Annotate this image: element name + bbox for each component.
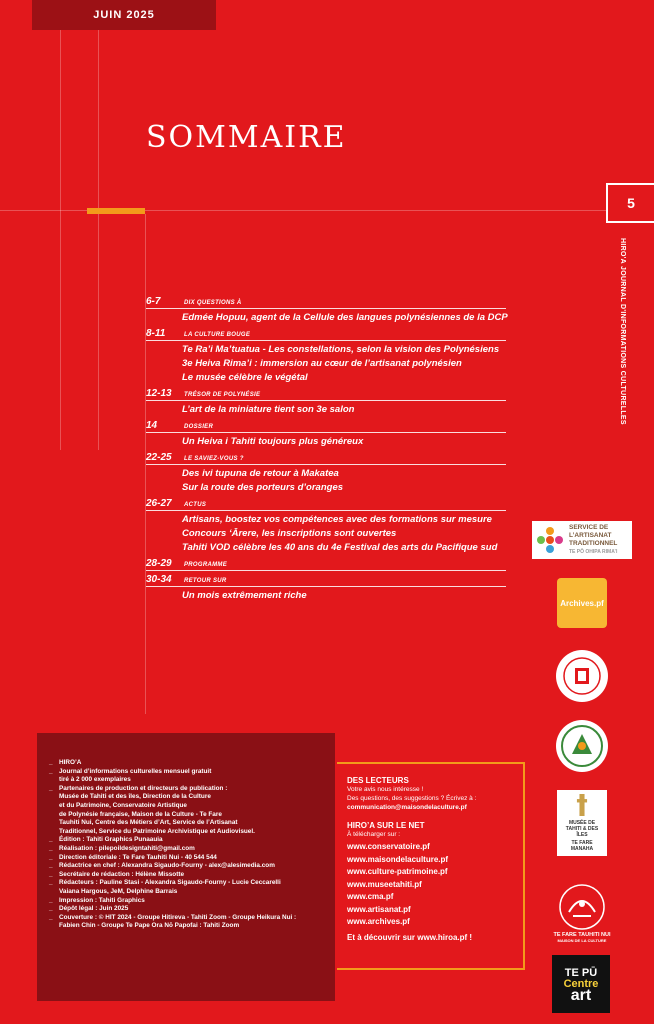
tfth-emblem-icon bbox=[557, 882, 607, 932]
credit-text: Rédactrice en chef : Alexandra Sigaudo-Fourny - alex@alesimedia.com bbox=[59, 862, 275, 870]
toc-section-header bbox=[146, 574, 526, 585]
toc-category: DOSSIER bbox=[184, 424, 214, 430]
credit-item bbox=[49, 879, 323, 896]
credit-bullet: _ bbox=[49, 862, 53, 870]
page-number-text: 5 bbox=[627, 195, 635, 211]
accent-bar bbox=[87, 208, 145, 214]
toc-category: LA CULTURE BOUGE bbox=[184, 332, 251, 338]
issue-date: JUIN 2025 bbox=[93, 9, 155, 21]
toc-page-range: 28-29 bbox=[146, 558, 172, 569]
download-link[interactable]: www.culture-patrimoine.pf bbox=[347, 867, 448, 876]
toc-article-link[interactable]: Edmée Hopuu, agent de la Cellule des langues polynésiennes de la DCP bbox=[182, 312, 508, 323]
toc-category: LE SAVIEZ-VOUS ? bbox=[184, 456, 244, 462]
flower-icon bbox=[535, 525, 565, 555]
logo-cma-top: TE PŪ bbox=[564, 966, 598, 979]
toc-section-header bbox=[146, 388, 526, 399]
net-subtitle: À télécharger sur : bbox=[347, 831, 401, 838]
issue-date-tab bbox=[32, 0, 216, 30]
toc-section-header bbox=[146, 420, 526, 431]
credit-bullet: _ bbox=[49, 913, 53, 921]
credit-item bbox=[49, 871, 323, 880]
credit-item bbox=[49, 836, 323, 845]
toc-section-header bbox=[146, 498, 526, 509]
download-link[interactable]: www.conservatoire.pf bbox=[347, 842, 430, 851]
cma-logo[interactable] bbox=[552, 955, 610, 1013]
toc-article-link[interactable]: Le musée célèbre le végétal bbox=[182, 372, 308, 383]
credit-text: Direction éditoriale : Te Fare Tauhiti Nui - 40 544 544 bbox=[59, 853, 217, 861]
credit-bullet: _ bbox=[49, 905, 53, 913]
readers-text: Des questions, des suggestions ? Écrivez à : bbox=[347, 795, 477, 802]
logo-tfth-name: TE FARE TAUHITI NUI bbox=[553, 931, 611, 938]
toc-article-link[interactable]: 3e Heiva Rima’i : immersion au cœur de l’artisanat polynésien bbox=[182, 358, 462, 369]
toc-section bbox=[146, 388, 526, 417]
toc-page-range: 22-25 bbox=[146, 452, 172, 463]
credit-item bbox=[49, 785, 323, 837]
toc-section-header bbox=[146, 296, 526, 307]
toc-section bbox=[146, 420, 526, 449]
archives-logo[interactable] bbox=[557, 578, 607, 628]
toc-rule bbox=[146, 510, 506, 511]
credit-text: Couverture : © HIT 2024 - Groupe Hitireva - Tahiti Zoom - Groupe Heikura Nui : Fabien Chin - Groupe Te Pape Ora Nō Papofai : Tahiti Zoom bbox=[59, 913, 297, 930]
download-link[interactable]: www.maisondelaculture.pf bbox=[347, 854, 449, 864]
credit-bullet: _ bbox=[49, 870, 53, 878]
readers-box bbox=[337, 762, 525, 970]
download-link[interactable]: www.cma.pf bbox=[347, 892, 394, 901]
toc-page-range: 8-11 bbox=[146, 328, 166, 339]
toc-section bbox=[146, 558, 526, 571]
credit-item bbox=[49, 914, 323, 931]
credit-bullet: _ bbox=[49, 836, 53, 844]
archives-logo-text: Archives.pf bbox=[560, 598, 604, 608]
toc-article-link[interactable]: Sur la route des porteurs d’oranges bbox=[182, 482, 344, 493]
credit-item bbox=[49, 854, 323, 863]
tiki-icon bbox=[574, 794, 590, 816]
toc-rule bbox=[146, 340, 506, 341]
hiroa-website-link[interactable]: Et à découvrir sur www.hiroa.pf ! bbox=[347, 932, 473, 942]
toc-page-range: 12-13 bbox=[146, 388, 172, 399]
toc-article-link[interactable]: L’art de la miniature tient son 3e salon bbox=[182, 404, 355, 415]
journal-vertical-label: HIRO'A JOURNAL D'INFORMATIONS CULTURELLES bbox=[619, 238, 626, 425]
credit-text: Partenaires de production et directeurs de publication : Musée de Tahiti et des îles, Direction de la Culture et du Patrimoine, Conservatoire Artistique de Polynésie française, Maison de la Culture - Te Fare Tauhiti Nui, Centre des Métiers d’Art, Service de l’Artisanat Traditionnel, Service du Patrimoine Archivistique et Audiovisuel. bbox=[59, 784, 255, 835]
toc-section bbox=[146, 296, 526, 325]
readers-text: Votre avis nous intéresse ! bbox=[347, 786, 424, 793]
credit-item bbox=[49, 768, 323, 785]
toc-category: RETOUR SUR bbox=[184, 578, 227, 584]
logo-mtt-sub: TE FARE MANAHA bbox=[570, 840, 594, 852]
download-link[interactable]: www.archives.pf bbox=[347, 917, 410, 926]
toc-rule bbox=[146, 570, 506, 571]
toc-category: PROGRAMME bbox=[184, 562, 228, 568]
musee-tahiti-logo[interactable] bbox=[557, 790, 607, 856]
readers-title: DES LECTEURS bbox=[347, 776, 409, 785]
toc-article-link[interactable]: Des ivi tupuna de retour à Makatea bbox=[182, 468, 339, 479]
credit-bullet: _ bbox=[49, 896, 53, 904]
credit-item bbox=[49, 897, 323, 906]
logo-sat-sub: TE PŌ OHIPA RIMA’I bbox=[569, 549, 618, 555]
toc-article-link[interactable]: Artisans, boostez vos compétences avec des formations sur mesure bbox=[182, 514, 492, 525]
credit-text: Réalisation : pilepoildesigntahiti@gmail.com bbox=[59, 844, 195, 852]
toc-section-header bbox=[146, 452, 526, 463]
toc-rule bbox=[146, 464, 506, 465]
decorative-line bbox=[60, 30, 61, 450]
toc-article-link[interactable]: Te Ra’i Ma’tuatua - Les constellations, selon la vision des Polynésiens bbox=[182, 344, 500, 355]
credit-bullet: _ bbox=[49, 767, 53, 775]
toc-article-link[interactable]: Tahiti VOD célèbre les 40 ans du 4e Festival des arts du Pacifique sud bbox=[182, 542, 498, 553]
credit-text: Impression : Tahiti Graphics bbox=[59, 896, 145, 904]
logo-tfth-sub: MAISON DE LA CULTURE bbox=[557, 937, 607, 943]
credit-item bbox=[49, 905, 323, 914]
toc-category: TRÉSOR DE POLYNÉSIE bbox=[184, 392, 261, 398]
culture-emblem-icon bbox=[562, 656, 602, 696]
credits-box bbox=[37, 733, 335, 1001]
toc-section bbox=[146, 574, 526, 603]
credit-item bbox=[49, 759, 323, 768]
table-of-contents bbox=[146, 296, 526, 606]
credit-text: Édition : Tahiti Graphics Punaauia bbox=[59, 836, 163, 844]
logo-mtt-name: MUSÉE DE TAHITI & DES ÎLES bbox=[565, 820, 599, 838]
logo-sat-name: SERVICE DE L’ARTISANAT TRADITIONNEL bbox=[569, 524, 618, 547]
toc-category: ACTUS bbox=[184, 502, 207, 508]
download-link[interactable]: www.museetahiti.pf bbox=[347, 879, 422, 889]
credit-item bbox=[49, 845, 323, 854]
toc-page-range: 14 bbox=[146, 420, 158, 431]
service-artisanat-logo[interactable] bbox=[532, 521, 632, 559]
credit-bullet: _ bbox=[49, 759, 53, 766]
credit-bullet: _ bbox=[49, 879, 53, 887]
conservatoire-logo[interactable] bbox=[556, 720, 608, 772]
toc-article-link[interactable]: Concours ‘Ārere, les inscriptions sont ouvertes bbox=[182, 528, 397, 539]
download-link[interactable]: www.artisanat.pf bbox=[347, 904, 411, 914]
toc-section-header bbox=[146, 558, 526, 569]
credit-bullet: _ bbox=[49, 784, 53, 792]
conservatoire-emblem-icon bbox=[560, 724, 604, 768]
logo-cma-bot: art bbox=[570, 986, 592, 1004]
toc-rule bbox=[146, 400, 506, 401]
direction-culture-logo[interactable] bbox=[556, 650, 608, 702]
net-title: HIRO’A SUR LE NET bbox=[347, 821, 425, 830]
credit-text: Journal d’informations culturelles mensuel gratuit tiré à 2 000 exemplaires bbox=[59, 767, 212, 784]
credit-text: Secrétaire de rédaction : Hélène Missotte bbox=[59, 870, 185, 878]
toc-rule bbox=[146, 432, 506, 433]
toc-category: DIX QUESTIONS À bbox=[184, 300, 242, 306]
toc-section bbox=[146, 498, 526, 555]
toc-rule bbox=[146, 308, 506, 309]
te-fare-tauhiti-nui-logo[interactable] bbox=[552, 877, 612, 947]
toc-rule bbox=[146, 586, 506, 587]
readers-email-link[interactable]: communication@maisondelaculture.pf bbox=[347, 804, 467, 811]
page-number bbox=[606, 183, 654, 223]
credit-item bbox=[49, 862, 323, 871]
download-links bbox=[347, 841, 515, 929]
credit-bullet: _ bbox=[49, 844, 53, 852]
toc-article-link[interactable]: Un Heiva i Tahiti toujours plus généreux bbox=[182, 436, 364, 447]
credit-text: HIRO’A bbox=[59, 759, 82, 766]
page-title: SOMMAIRE bbox=[146, 120, 347, 155]
toc-section-header bbox=[146, 328, 526, 339]
toc-page-range: 6-7 bbox=[146, 296, 161, 307]
toc-section bbox=[146, 452, 526, 495]
credit-text: Dépôt légal : Juin 2025 bbox=[59, 905, 129, 913]
toc-page-range: 30-34 bbox=[146, 574, 172, 585]
credit-bullet: _ bbox=[49, 853, 53, 861]
toc-section bbox=[146, 328, 526, 385]
decorative-line bbox=[98, 30, 99, 450]
credit-text: Rédacteurs : Pauline Stasi - Alexandra Sigaudo-Fourny - Lucie Ceccarelli Vaiana Hargous, JeM, Delphine Barrais bbox=[59, 879, 281, 895]
logo-cma-mid: Centre bbox=[563, 977, 599, 990]
toc-page-range: 26-27 bbox=[146, 498, 172, 509]
toc-article-link[interactable]: Un mois extrêmement riche bbox=[182, 590, 307, 601]
